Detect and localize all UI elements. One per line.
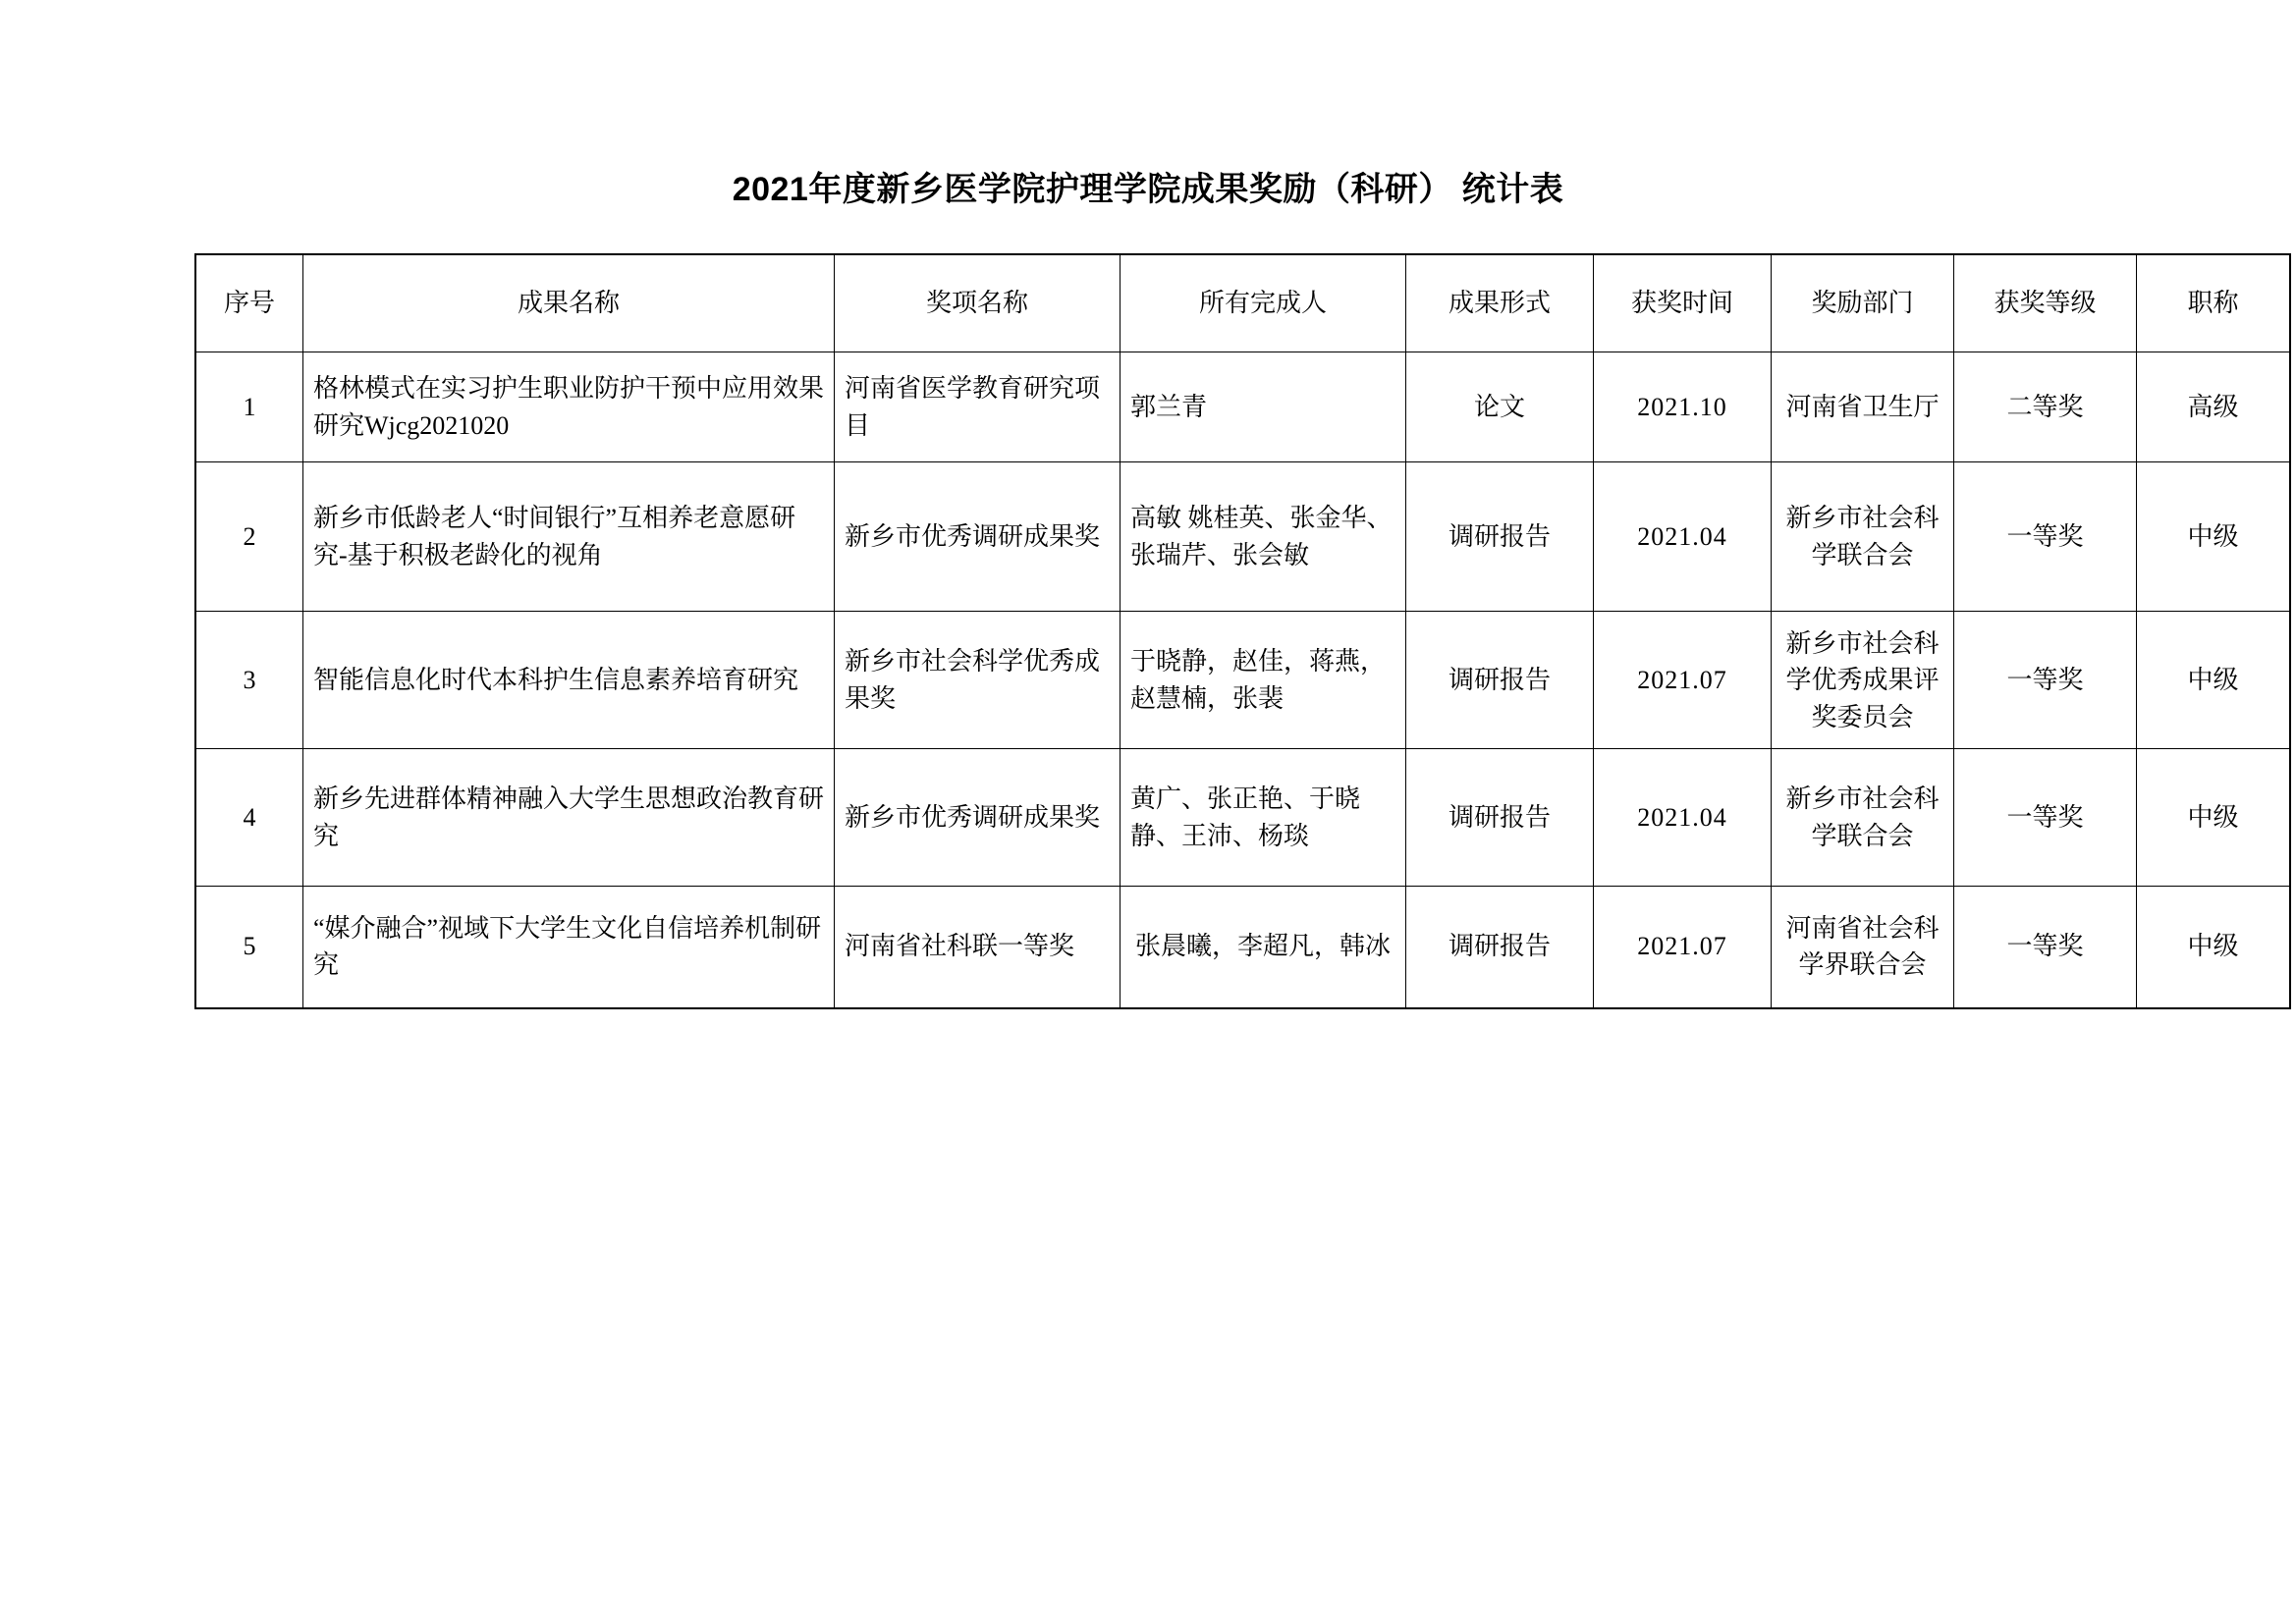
table-row	[195, 462, 2290, 612]
cell-index: 2	[195, 462, 303, 612]
cell-name: 格林模式在实习护生职业防护干预中应用效果研究Wjcg2021020	[303, 352, 835, 462]
table-body	[195, 352, 2290, 1008]
cell-form: 调研报告	[1406, 749, 1594, 887]
cell-level: 一等奖	[1954, 887, 2137, 1008]
cell-title: 中级	[2137, 462, 2291, 612]
cell-people: 于晓静，赵佳，蒋燕，赵慧楠，张裴	[1121, 612, 1406, 749]
cell-level: 一等奖	[1954, 612, 2137, 749]
cell-award: 河南省医学教育研究项目	[835, 352, 1121, 462]
cell-award: 新乡市社会科学优秀成果奖	[835, 612, 1121, 749]
column-header-title: 职称	[2137, 254, 2291, 352]
cell-dept: 河南省社会科学界联合会	[1772, 887, 1954, 1008]
column-header-dept: 奖励部门	[1772, 254, 1954, 352]
page-title: 2021年度新乡医学院护理学院成果奖励（科研） 统计表	[732, 171, 1564, 208]
awards-table-container	[194, 253, 2239, 1009]
table-row	[195, 749, 2290, 887]
table-row	[195, 612, 2290, 749]
cell-people: 张晨曦，李超凡，韩冰	[1121, 887, 1406, 1008]
column-header-people: 所有完成人	[1121, 254, 1406, 352]
cell-form: 论文	[1406, 352, 1594, 462]
cell-index: 4	[195, 749, 303, 887]
cell-title: 高级	[2137, 352, 2291, 462]
cell-people: 郭兰青	[1121, 352, 1406, 462]
cell-award: 新乡市优秀调研成果奖	[835, 749, 1121, 887]
column-header-level: 获奖等级	[1954, 254, 2137, 352]
table-row	[195, 352, 2290, 462]
cell-level: 二等奖	[1954, 352, 2137, 462]
column-header-form: 成果形式	[1406, 254, 1594, 352]
cell-title: 中级	[2137, 749, 2291, 887]
awards-table	[194, 253, 2291, 1009]
cell-name: 智能信息化时代本科护生信息素养培育研究	[303, 612, 835, 749]
cell-date: 2021.04	[1594, 749, 1772, 887]
cell-date: 2021.10	[1594, 352, 1772, 462]
cell-index: 5	[195, 887, 303, 1008]
cell-dept: 河南省卫生厅	[1772, 352, 1954, 462]
column-header-name: 成果名称	[303, 254, 835, 352]
cell-level: 一等奖	[1954, 462, 2137, 612]
cell-form: 调研报告	[1406, 612, 1594, 749]
cell-dept: 新乡市社会科学联合会	[1772, 462, 1954, 612]
cell-date: 2021.07	[1594, 887, 1772, 1008]
cell-index: 1	[195, 352, 303, 462]
cell-dept: 新乡市社会科学联合会	[1772, 749, 1954, 887]
cell-award: 河南省社科联一等奖	[835, 887, 1121, 1008]
cell-people: 黄广、张正艳、于晓静、王沛、杨琰	[1121, 749, 1406, 887]
column-header-index: 序号	[195, 254, 303, 352]
cell-date: 2021.07	[1594, 612, 1772, 749]
table-row	[195, 887, 2290, 1008]
cell-name: 新乡先进群体精神融入大学生思想政治教育研究	[303, 749, 835, 887]
cell-index: 3	[195, 612, 303, 749]
cell-level: 一等奖	[1954, 749, 2137, 887]
cell-name: “媒介融合”视域下大学生文化自信培养机制研究	[303, 887, 835, 1008]
column-header-award: 奖项名称	[835, 254, 1121, 352]
column-header-date: 获奖时间	[1594, 254, 1772, 352]
cell-name: 新乡市低龄老人“时间银行”互相养老意愿研究-基于积极老龄化的视角	[303, 462, 835, 612]
table-header	[195, 254, 2290, 352]
cell-date: 2021.04	[1594, 462, 1772, 612]
cell-dept-text: 新乡市社会科学优秀成果评奖委员会	[1785, 628, 1940, 731]
cell-form: 调研报告	[1406, 462, 1594, 612]
table-header-row	[195, 254, 2290, 352]
cell-award: 新乡市优秀调研成果奖	[835, 462, 1121, 612]
cell-people: 高敏 姚桂英、张金华、张瑞芹、张会敏	[1121, 462, 1406, 612]
cell-form: 调研报告	[1406, 887, 1594, 1008]
cell-dept	[1772, 612, 1954, 749]
cell-title: 中级	[2137, 887, 2291, 1008]
cell-title: 中级	[2137, 612, 2291, 749]
